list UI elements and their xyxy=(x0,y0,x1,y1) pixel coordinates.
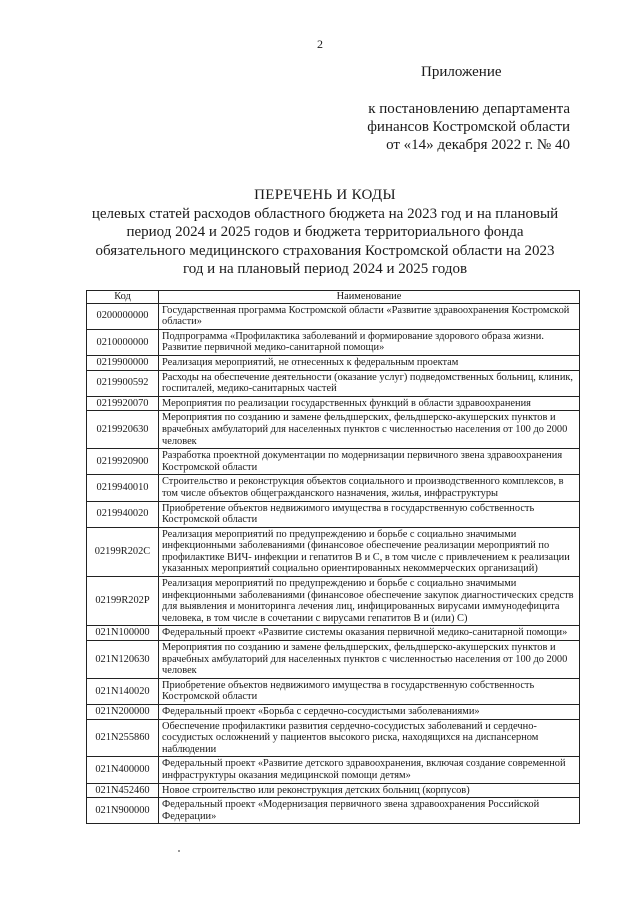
row-name: Разработка проектной документации по модернизации первичного звена здравоохранения Костромской области xyxy=(159,449,580,475)
table-row xyxy=(87,641,580,679)
table-row xyxy=(87,355,580,370)
table-row xyxy=(87,303,580,329)
table-row xyxy=(87,626,580,641)
row-code: 021N452460 xyxy=(87,783,159,798)
row-code: 021N100000 xyxy=(87,626,159,641)
row-code: 0219920630 xyxy=(87,411,159,449)
resolution-reference xyxy=(330,100,570,154)
table-header-row xyxy=(87,291,580,304)
table-row xyxy=(87,329,580,355)
row-code: 02199R202Р xyxy=(87,577,159,626)
table-row xyxy=(87,757,580,783)
title-line-2: период 2024 и 2025 годов и бюджета территориального фонда xyxy=(126,224,524,240)
header-code: Код xyxy=(87,291,159,304)
table-row xyxy=(87,678,580,704)
row-code: 0210000000 xyxy=(87,329,159,355)
row-code: 0219900592 xyxy=(87,370,159,396)
codes-table xyxy=(86,290,580,824)
row-code: 0219920070 xyxy=(87,396,159,411)
table-row xyxy=(87,577,580,626)
row-code: 0219900000 xyxy=(87,355,159,370)
table-row xyxy=(87,705,580,720)
row-name: Обеспечение профилактики развития сердечно-сосудистых заболеваний и сердечно-сосудистых осложнений у пациентов высокого риска, находящихся на диспансерном наблюдении xyxy=(159,719,580,757)
row-code: 0219940020 xyxy=(87,501,159,527)
table-row xyxy=(87,370,580,396)
row-code: 021N900000 xyxy=(87,798,159,824)
title-line-4: год и на плановый период 2024 и 2025 годов xyxy=(182,261,468,277)
resolution-line-3: от «14» декабря 2022 г. № 40 xyxy=(386,137,570,153)
row-code: 0219940010 xyxy=(87,475,159,501)
row-name: Расходы на обеспечение деятельности (оказание услуг) подведомственных больниц, клиник, госпиталей, медико-санитарных частей xyxy=(159,370,580,396)
row-name: Государственная программа Костромской области «Развитие здравоохранения Костромской области» xyxy=(159,303,580,329)
row-name: Реализация мероприятий по предупреждению и борьбе с социально значимыми инфекционными заболеваниями (финансовое обеспечение закупок диагностических средств для выявления и мониторинга лечения лиц, инфицированных вирусами иммунодефицита человека, в том числе в сочетании с вирусами гепатитов В и (или) С) xyxy=(159,577,580,626)
row-name: Строительство и реконструкция объектов социального и производственного комплексов, в том числе объектов общегражданского назначения, жилья, инфраструктуры xyxy=(159,475,580,501)
row-code: 0219920900 xyxy=(87,449,159,475)
row-code: 02199R202С xyxy=(87,527,159,576)
row-name: Федеральный проект «Развитие системы оказания первичной медико-санитарной помощи» xyxy=(159,626,580,641)
table-row xyxy=(87,396,580,411)
row-name: Мероприятия по созданию и замене фельдшерских, фельдшерско-акушерских пунктов и врачебных амбулаторий для населенных пунктов с численностью населения от 100 до 2000 человек xyxy=(159,641,580,679)
scan-speck xyxy=(178,850,180,852)
row-code: 021N400000 xyxy=(87,757,159,783)
page-number: 2 xyxy=(317,37,323,51)
row-name: Федеральный проект «Модернизация первичного звена здравоохранения Российской Федерации» xyxy=(159,798,580,824)
row-name: Новое строительство или реконструкция детских больниц (корпусов) xyxy=(159,783,580,798)
title-main: ПЕРЕЧЕНЬ И КОДЫ xyxy=(254,187,396,203)
table-row xyxy=(87,449,580,475)
table-row xyxy=(87,475,580,501)
table-row xyxy=(87,501,580,527)
title-line-3: обязательного медицинского страхования Костромской области на 2023 xyxy=(95,242,555,259)
row-code: 021N120630 xyxy=(87,641,159,679)
row-code: 0200000000 xyxy=(87,303,159,329)
table-row xyxy=(87,783,580,798)
document-title xyxy=(60,186,590,279)
row-name: Реализация мероприятий по предупреждению и борьбе с социально значимыми инфекционными заболеваниями (финансовое обеспечение реализации мероприятий по профилактике ВИЧ- инфекции и гепатитов В и С, в том числе с привлечением к реализации указанных мероприятий социально ориентированных некоммерческих организаций) xyxy=(159,527,580,576)
row-name: Реализация мероприятий, не отнесенных к федеральным проектам xyxy=(159,355,580,370)
row-name: Мероприятия по реализации государственных функций в области здравоохранения xyxy=(159,396,580,411)
resolution-line-1: к постановлению департамента xyxy=(368,101,570,117)
table-row xyxy=(87,411,580,449)
row-name: Приобретение объектов недвижимого имущества в государственную собственность Костромской области xyxy=(159,678,580,704)
table-row xyxy=(87,798,580,824)
row-name: Федеральный проект «Развитие детского здравоохранения, включая создание современной инфраструктуры оказания медицинской помощи детям» xyxy=(159,757,580,783)
row-name: Приобретение объектов недвижимого имущества в государственную собственность Костромской области xyxy=(159,501,580,527)
row-code: 021N200000 xyxy=(87,705,159,720)
header-name: Наименование xyxy=(159,291,580,304)
row-name: Мероприятия по созданию и замене фельдшерских, фельдшерско-акушерских пунктов и врачебных амбулаторий для населенных пунктов с численностью населения от 100 до 2000 человек xyxy=(159,411,580,449)
table-body xyxy=(87,303,580,824)
row-name: Федеральный проект «Борьба с сердечно-сосудистыми заболеваниями» xyxy=(159,705,580,720)
row-name: Подпрограмма «Профилактика заболеваний и формирование здорового образа жизни. Развитие первичной медико-санитарной помощи» xyxy=(159,329,580,355)
row-code: 021N255860 xyxy=(87,719,159,757)
row-code: 021N140020 xyxy=(87,678,159,704)
resolution-line-2: финансов Костромской области xyxy=(367,119,570,135)
appendix-label: Приложение xyxy=(421,64,502,80)
table-row xyxy=(87,527,580,576)
title-line-1: целевых статей расходов областного бюджета на 2023 год и на плановый xyxy=(91,205,559,222)
table-row xyxy=(87,719,580,757)
